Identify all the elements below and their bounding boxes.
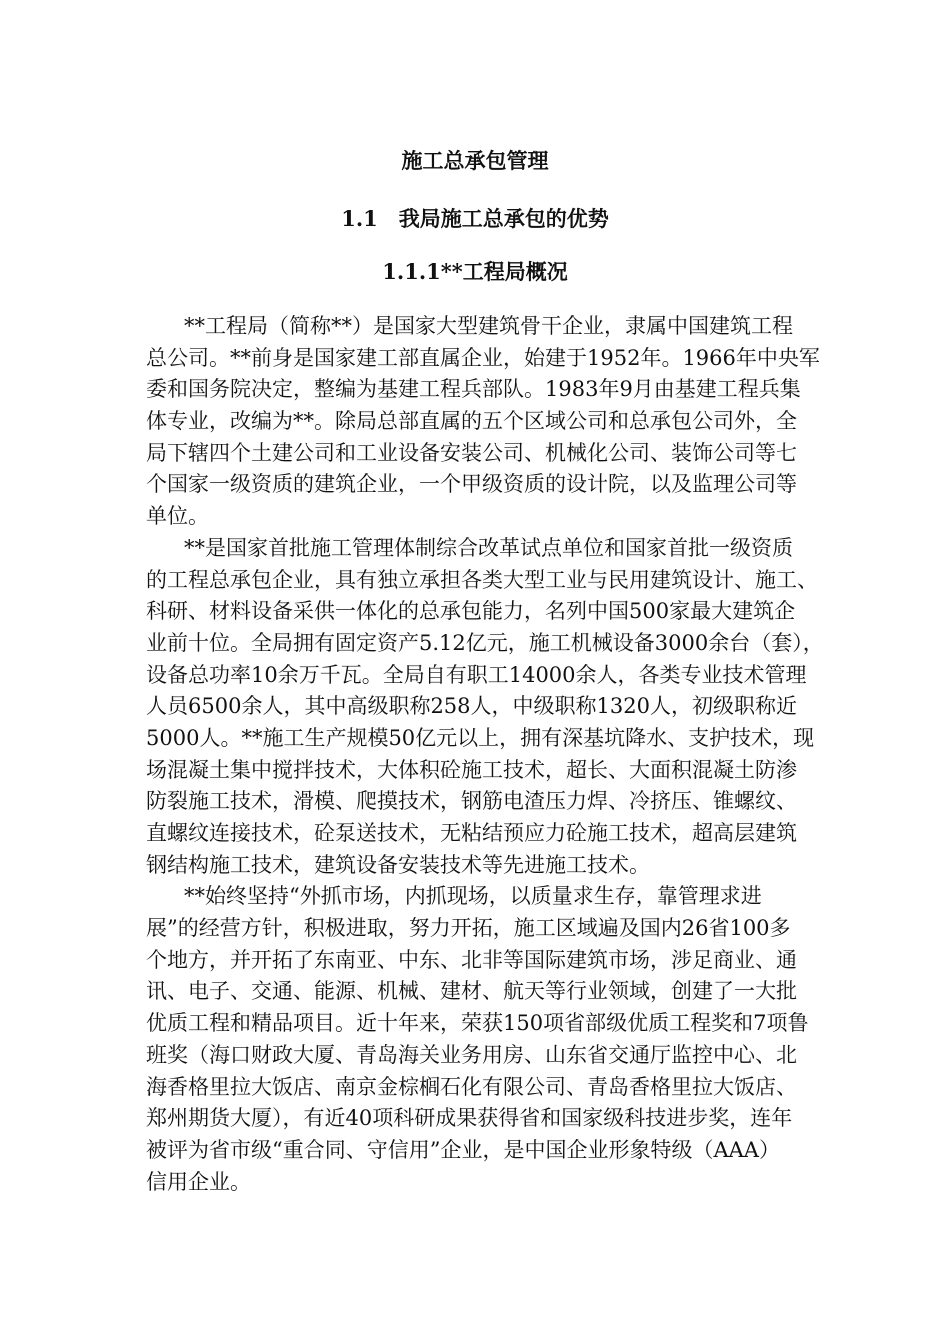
text-line: 体专业，改编为**。除局总部直属的五个区域公司和总承包公司外，全 (146, 409, 797, 434)
text-line: 讯、电子、交通、能源、机械、建材、航天等行业领域，创建了一大批 (146, 979, 797, 1004)
body-text (146, 311, 846, 1198)
section-heading: 1.1 我局施工总承包的优势 (341, 206, 609, 231)
text-line: 场混凝土集中搅拌技术，大体积砼施工技术，超长、大面积混凝土防渗 (146, 757, 797, 782)
text-line: 被评为省市级“重合同、守信用”企业，是中国企业形象特级（AAA） (146, 1137, 780, 1162)
text-line: 的工程总承包企业，具有独立承担各类大型工业与民用建筑设计、施工、 (146, 567, 818, 592)
text-line: 防裂施工技术，滑模、爬摸技术，钢筋电渣压力焊、冷挤压、锥螺纹、 (146, 789, 797, 814)
text-line: 直螺纹连接技术，砼泵送技术，无粘结预应力砼施工技术，超高层建筑 (146, 821, 797, 845)
text-line: 郑州期货大厦），有近40项科研成果获得省和国家级科技进步奖，连年 (146, 1106, 793, 1131)
text-line: 委和国务院决定，整编为基建工程兵部队。1983年9月由基建工程兵集 (146, 377, 801, 402)
text-line: 总公司。**前身是国家建工部直属企业，始建于1952年。1966年中央军 (146, 345, 820, 370)
text-line: 单位。 (146, 504, 209, 529)
text-line: **始终坚持“外抓市场，内抓现场，以质量求生存，靠管理求进 (184, 884, 762, 909)
paragraph-company-overview (146, 311, 846, 533)
text-line: 优质工程和精品项目。近十年来，荣获150项省部级优质工程奖和7项鲁 (146, 1011, 809, 1036)
paragraph-qualifications (146, 533, 846, 882)
text-line: 业前十位。全局拥有固定资产5.12亿元，施工机械设备3000余台（套）， (146, 630, 824, 655)
text-line: 设备总功率10余万千瓦。全局自有职工14000余人，各类专业技术管理 (146, 662, 807, 687)
text-line: **是国家首批施工管理体制综合改革试点单位和国家首批一级资质 (184, 535, 793, 560)
subsection-heading: 1.1.1**工程局概况 (382, 259, 568, 284)
text-line: 个地方，并开拓了东南亚、中东、北非等国际建筑市场，涉足商业、通 (146, 947, 797, 972)
text-line: 局下辖四个土建公司和工业设备安装公司、机械化公司、装饰公司等七 (146, 440, 797, 465)
text-line: 班奖（海口财政大厦、青岛海关业务用房、山东省交通厅监控中心、北 (146, 1042, 797, 1067)
page-title: 施工总承包管理 (401, 148, 549, 173)
text-line: 钢结构施工技术，建筑设备安装技术等先进施工技术。 (146, 852, 650, 877)
text-line: 科研、材料设备采供一体化的总承包能力，名列中国500家最大建筑企 (146, 599, 796, 624)
text-line: 信用企业。 (146, 1169, 251, 1194)
text-line: 展”的经营方针，积极进取，努力开拓，施工区域遍及国内26省100多 (146, 916, 791, 941)
text-line: 人员6500余人，其中高级职称258人，中级职称1320人，初级职称近 (146, 694, 797, 719)
paragraph-achievements (146, 881, 846, 1198)
text-line: 个国家一级资质的建筑企业，一个甲级资质的设计院，以及监理公司等 (146, 472, 797, 497)
text-line: 海香格里拉大饭店、南京金棕榈石化有限公司、青岛香格里拉大饭店、 (146, 1074, 797, 1099)
text-line: 5000人。**施工生产规模50亿元以上，拥有深基坑降水、支护技术，现 (146, 725, 815, 750)
text-line: **工程局（简称**）是国家大型建筑骨干企业，隶属中国建筑工程 (184, 314, 793, 338)
